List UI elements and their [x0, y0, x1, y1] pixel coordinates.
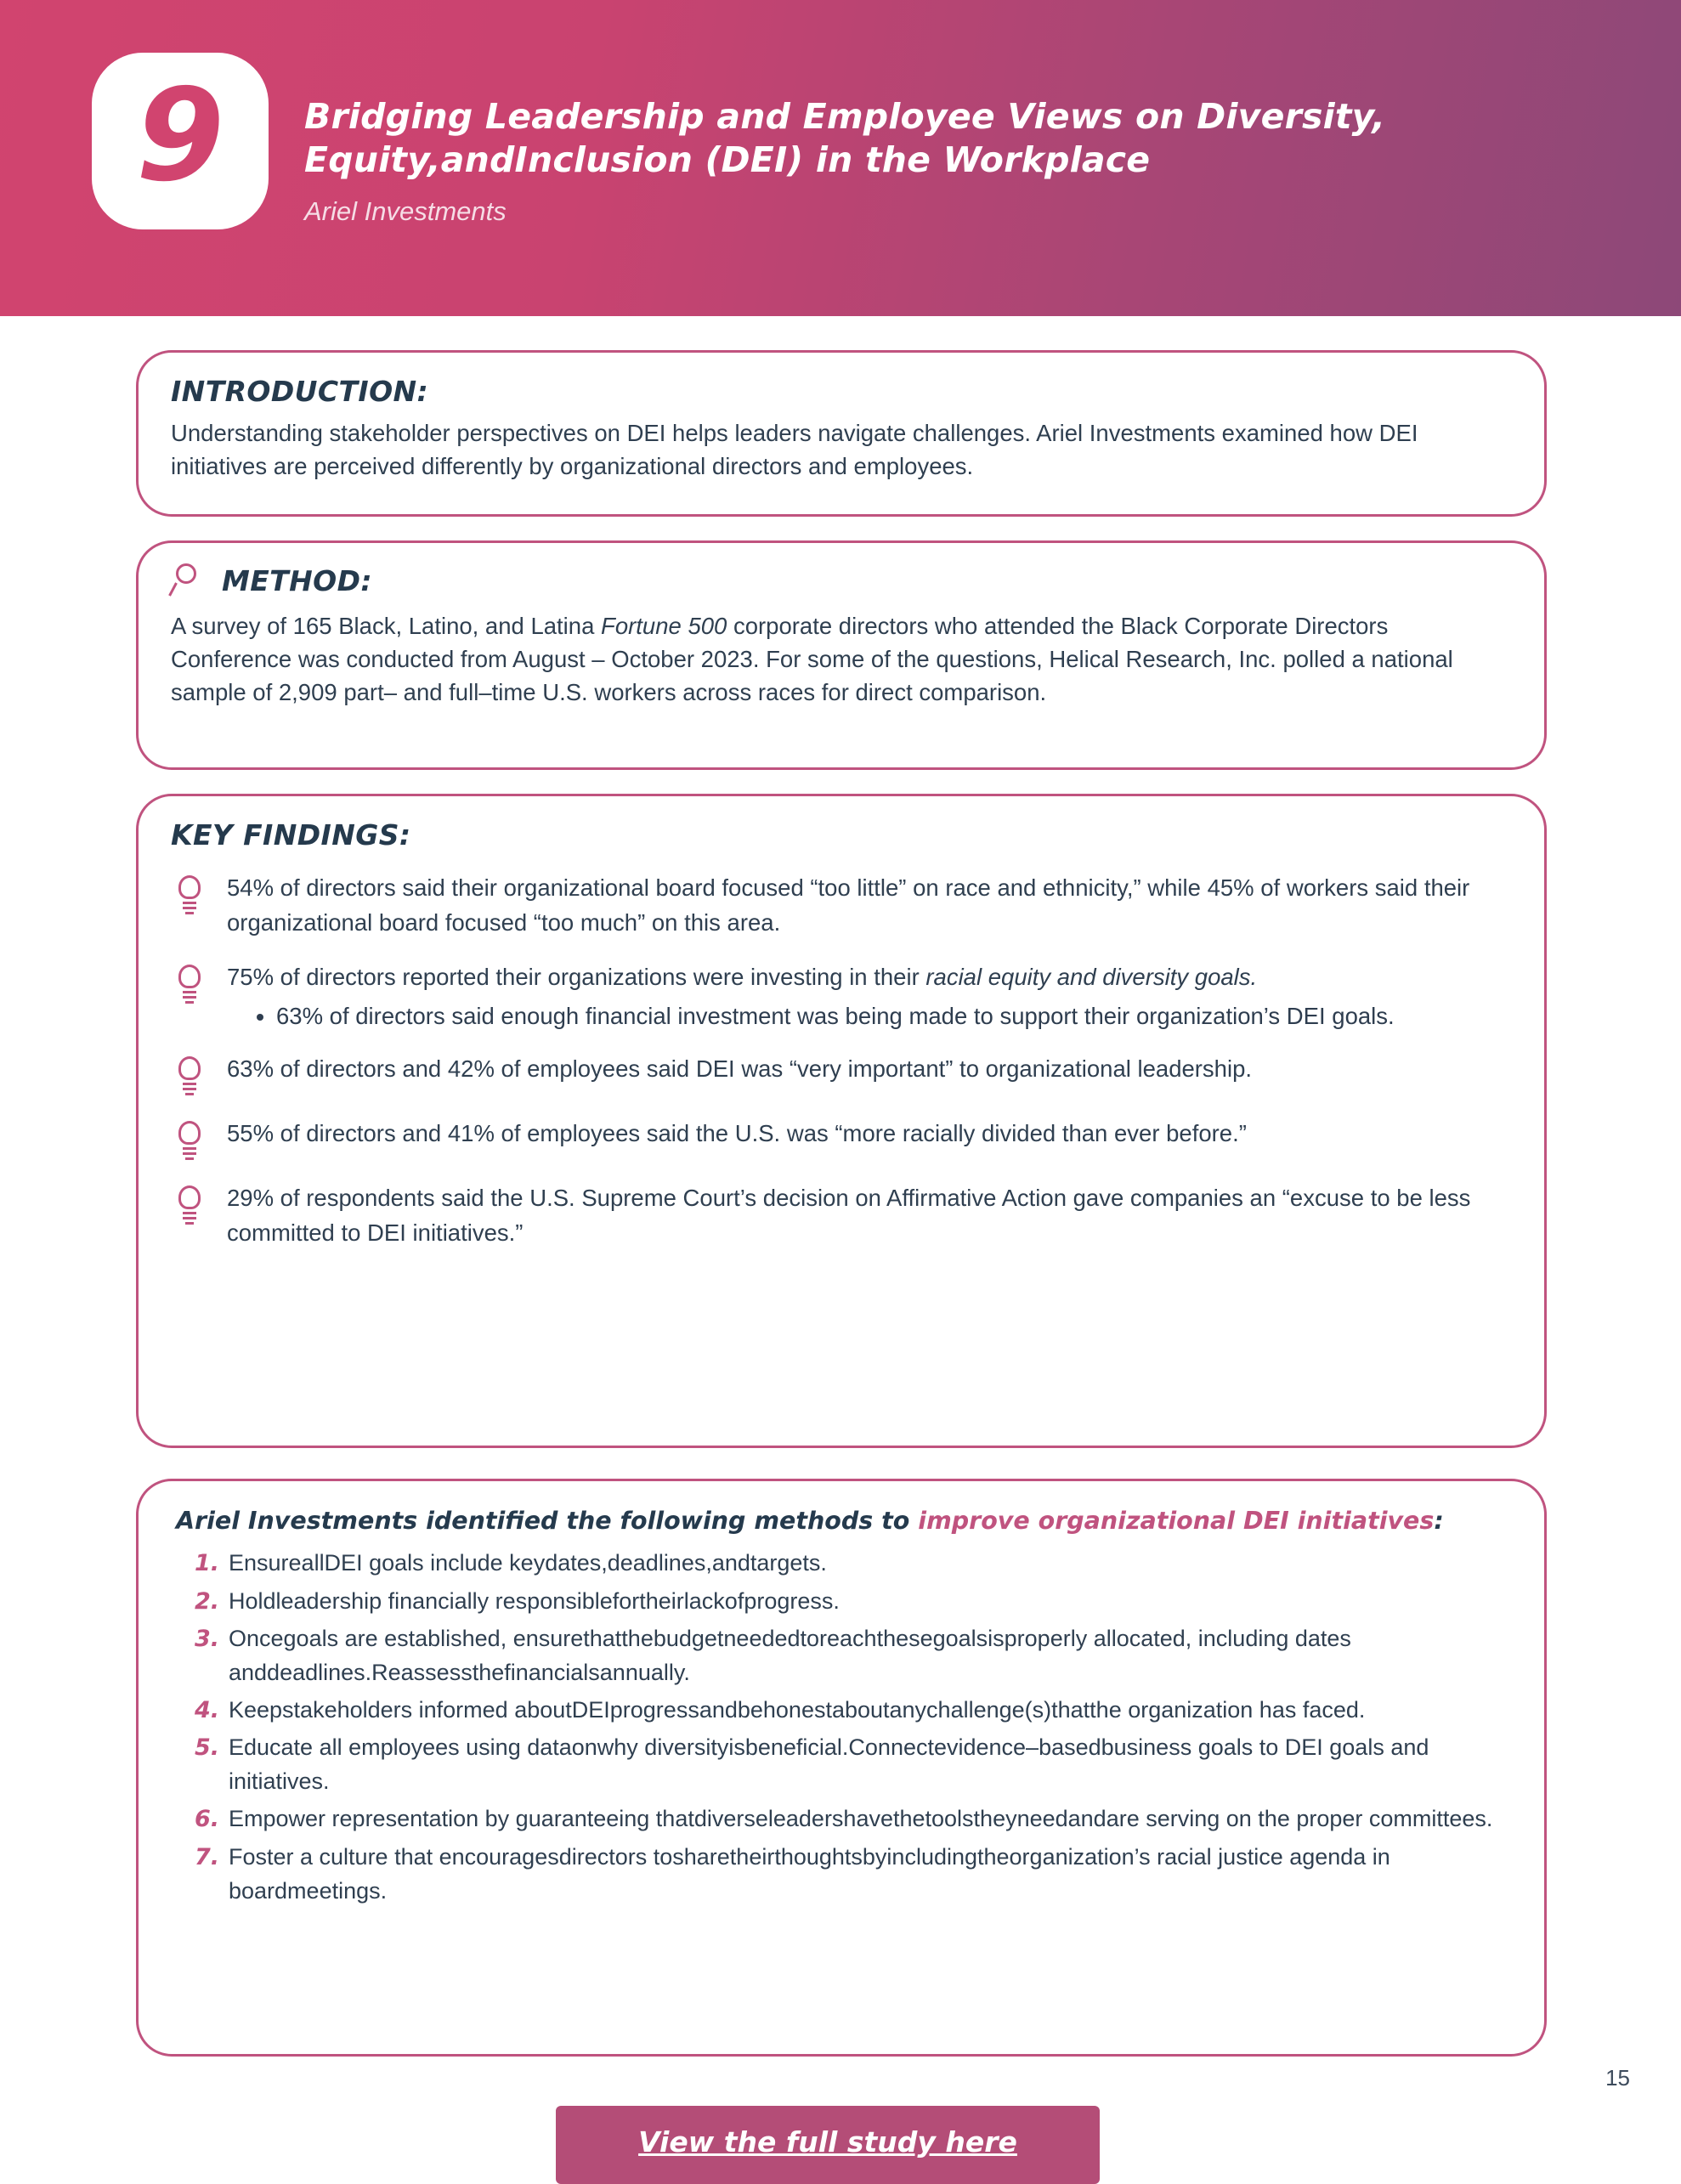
finding-text-italic: racial equity and diversity goals. — [925, 963, 1258, 990]
list-item-text: Oncegoals are established, ensurethatthebudgetneededtoreachthesegoalsisproperly allocated, including dates anddeadlines.Reassessthefinancialsannually. — [229, 1626, 1351, 1685]
lightbulb-icon — [171, 1185, 210, 1226]
list-item-number: 6. — [195, 1806, 220, 1833]
page-number: 15 — [1605, 2065, 1630, 2091]
finding-text: 54% of directors said their organizational board focused “too little” on race and ethnicity,” while 45% of workers said their organizational board focused “too much” on this area. — [227, 874, 1470, 936]
list-item-text: Holdleadership financially responsiblefortheirlackofprogress. — [229, 1587, 840, 1614]
list-item — [176, 1731, 1507, 1799]
lightbulb-icon — [171, 875, 210, 916]
view-full-study-label: View the full study here — [638, 2125, 1017, 2159]
list-item-number: 4. — [195, 1696, 220, 1723]
key-findings-card — [136, 794, 1547, 1448]
section-number: 9 — [135, 62, 225, 210]
method-body — [171, 609, 1512, 709]
organization-name: Ariel Investments — [304, 195, 507, 226]
introduction-heading: INTRODUCTION: — [171, 375, 429, 408]
finding-text-lead: 75% of directors reported their organizations were investing in their — [227, 963, 926, 990]
finding-sub-list — [227, 999, 1395, 1033]
introduction-body: Understanding stakeholder perspectives on DEI helps leaders navigate challenges. Ariel Investments examined how DEI initiatives are perceived differently by organizational directors and employees. — [171, 420, 1418, 480]
list-item — [176, 1694, 1507, 1729]
list-item — [176, 1547, 1507, 1581]
list-item-text: Foster a culture that encouragesdirectors tosharetheirthoughtsbyincludingtheorganization’s racial justice agenda in boardmeetings. — [229, 1843, 1390, 1904]
finding-text: 55% of directors and 41% of employees said the U.S. was “more racially divided than ever before.” — [227, 1119, 1247, 1146]
list-item-text: Educate all employees using dataonwhy diversityisbeneficial.Connectevidence–basedbusiness goals to DEI goals and initiatives. — [229, 1734, 1429, 1795]
method-heading-row — [171, 562, 1512, 599]
section-number-badge — [92, 53, 269, 229]
finding-text — [227, 959, 1395, 994]
page-title: Bridging Leadership and Employee Views on Diversity, Equity,andInclusion (DEI) in the Workplace — [304, 96, 1386, 181]
list-item-number: 3. — [195, 1626, 220, 1652]
key-findings-heading: KEY FINDINGS: — [171, 818, 411, 852]
method-body-part1: A survey of 165 Black, Latino, and Latina — [171, 613, 602, 639]
method-card — [136, 540, 1547, 770]
list-item-number: 1. — [195, 1550, 220, 1576]
method-body-part2: corporate directors who attended the Black Corporate Directors Conference was conducted from August – October 2023. For some of the questions, Helical Research, Inc. polled a national sample of 2,909 part– and full–time U.S. workers across races for direct comparison. — [171, 613, 1453, 706]
list-item-number: 5. — [195, 1734, 220, 1762]
method-heading: METHOD: — [222, 563, 372, 597]
methods-heading-lead: Ariel Investments identified the following methods to — [176, 1507, 919, 1535]
finding-text: 63% of directors and 42% of employees said DEI was “very important” to organizational leadership. — [227, 1055, 1253, 1082]
header-banner — [0, 0, 1681, 316]
lightbulb-icon — [171, 965, 210, 1005]
finding-item — [171, 1180, 1512, 1251]
list-item-text: EnsureallDEI goals include keydates,deadlines,andtargets. — [229, 1550, 827, 1576]
finding-item — [171, 959, 1512, 1033]
finding-item — [171, 1116, 1512, 1162]
finding-item — [171, 1051, 1512, 1097]
method-body-italic: Fortune 500 — [601, 613, 727, 639]
recommended-methods-card — [136, 1479, 1547, 2057]
finding-item — [171, 870, 1512, 941]
header-text-group — [304, 95, 1596, 227]
list-item-text: Empower representation by guaranteeing thatdiverseleadershavethetoolstheyneedandare serving on the proper committees. — [229, 1806, 1493, 1832]
lightbulb-icon — [171, 1056, 210, 1097]
finding-text: 29% of respondents said the U.S. Supreme Court’s decision on Affirmative Action gave companies an “excuse to be less committed to DEI initiatives.” — [227, 1184, 1471, 1247]
view-full-study-button[interactable] — [556, 2106, 1100, 2184]
methods-heading-tail: : — [1434, 1507, 1444, 1535]
introduction-card — [136, 350, 1547, 517]
recommended-methods-list — [176, 1547, 1507, 1909]
list-item — [176, 1841, 1507, 1909]
list-item-text: Keepstakeholders informed aboutDEIprogressandbehonestaboutanychallenge(s)thatthe organization has faced. — [229, 1696, 1366, 1723]
lightbulb-icon — [171, 1121, 210, 1162]
recommended-methods-heading — [176, 1507, 1507, 1535]
list-item-number: 2. — [195, 1587, 220, 1615]
list-item-number: 7. — [195, 1843, 220, 1870]
methods-heading-highlight: improve organizational DEI initiatives — [918, 1507, 1435, 1535]
finding-sub-item: • 63% of directors said enough financial investment was being made to support their organization’s DEI goals. — [276, 999, 1395, 1033]
magnifier-icon — [171, 562, 208, 599]
list-item — [176, 1585, 1507, 1620]
list-item — [176, 1802, 1507, 1837]
list-item — [176, 1622, 1507, 1690]
